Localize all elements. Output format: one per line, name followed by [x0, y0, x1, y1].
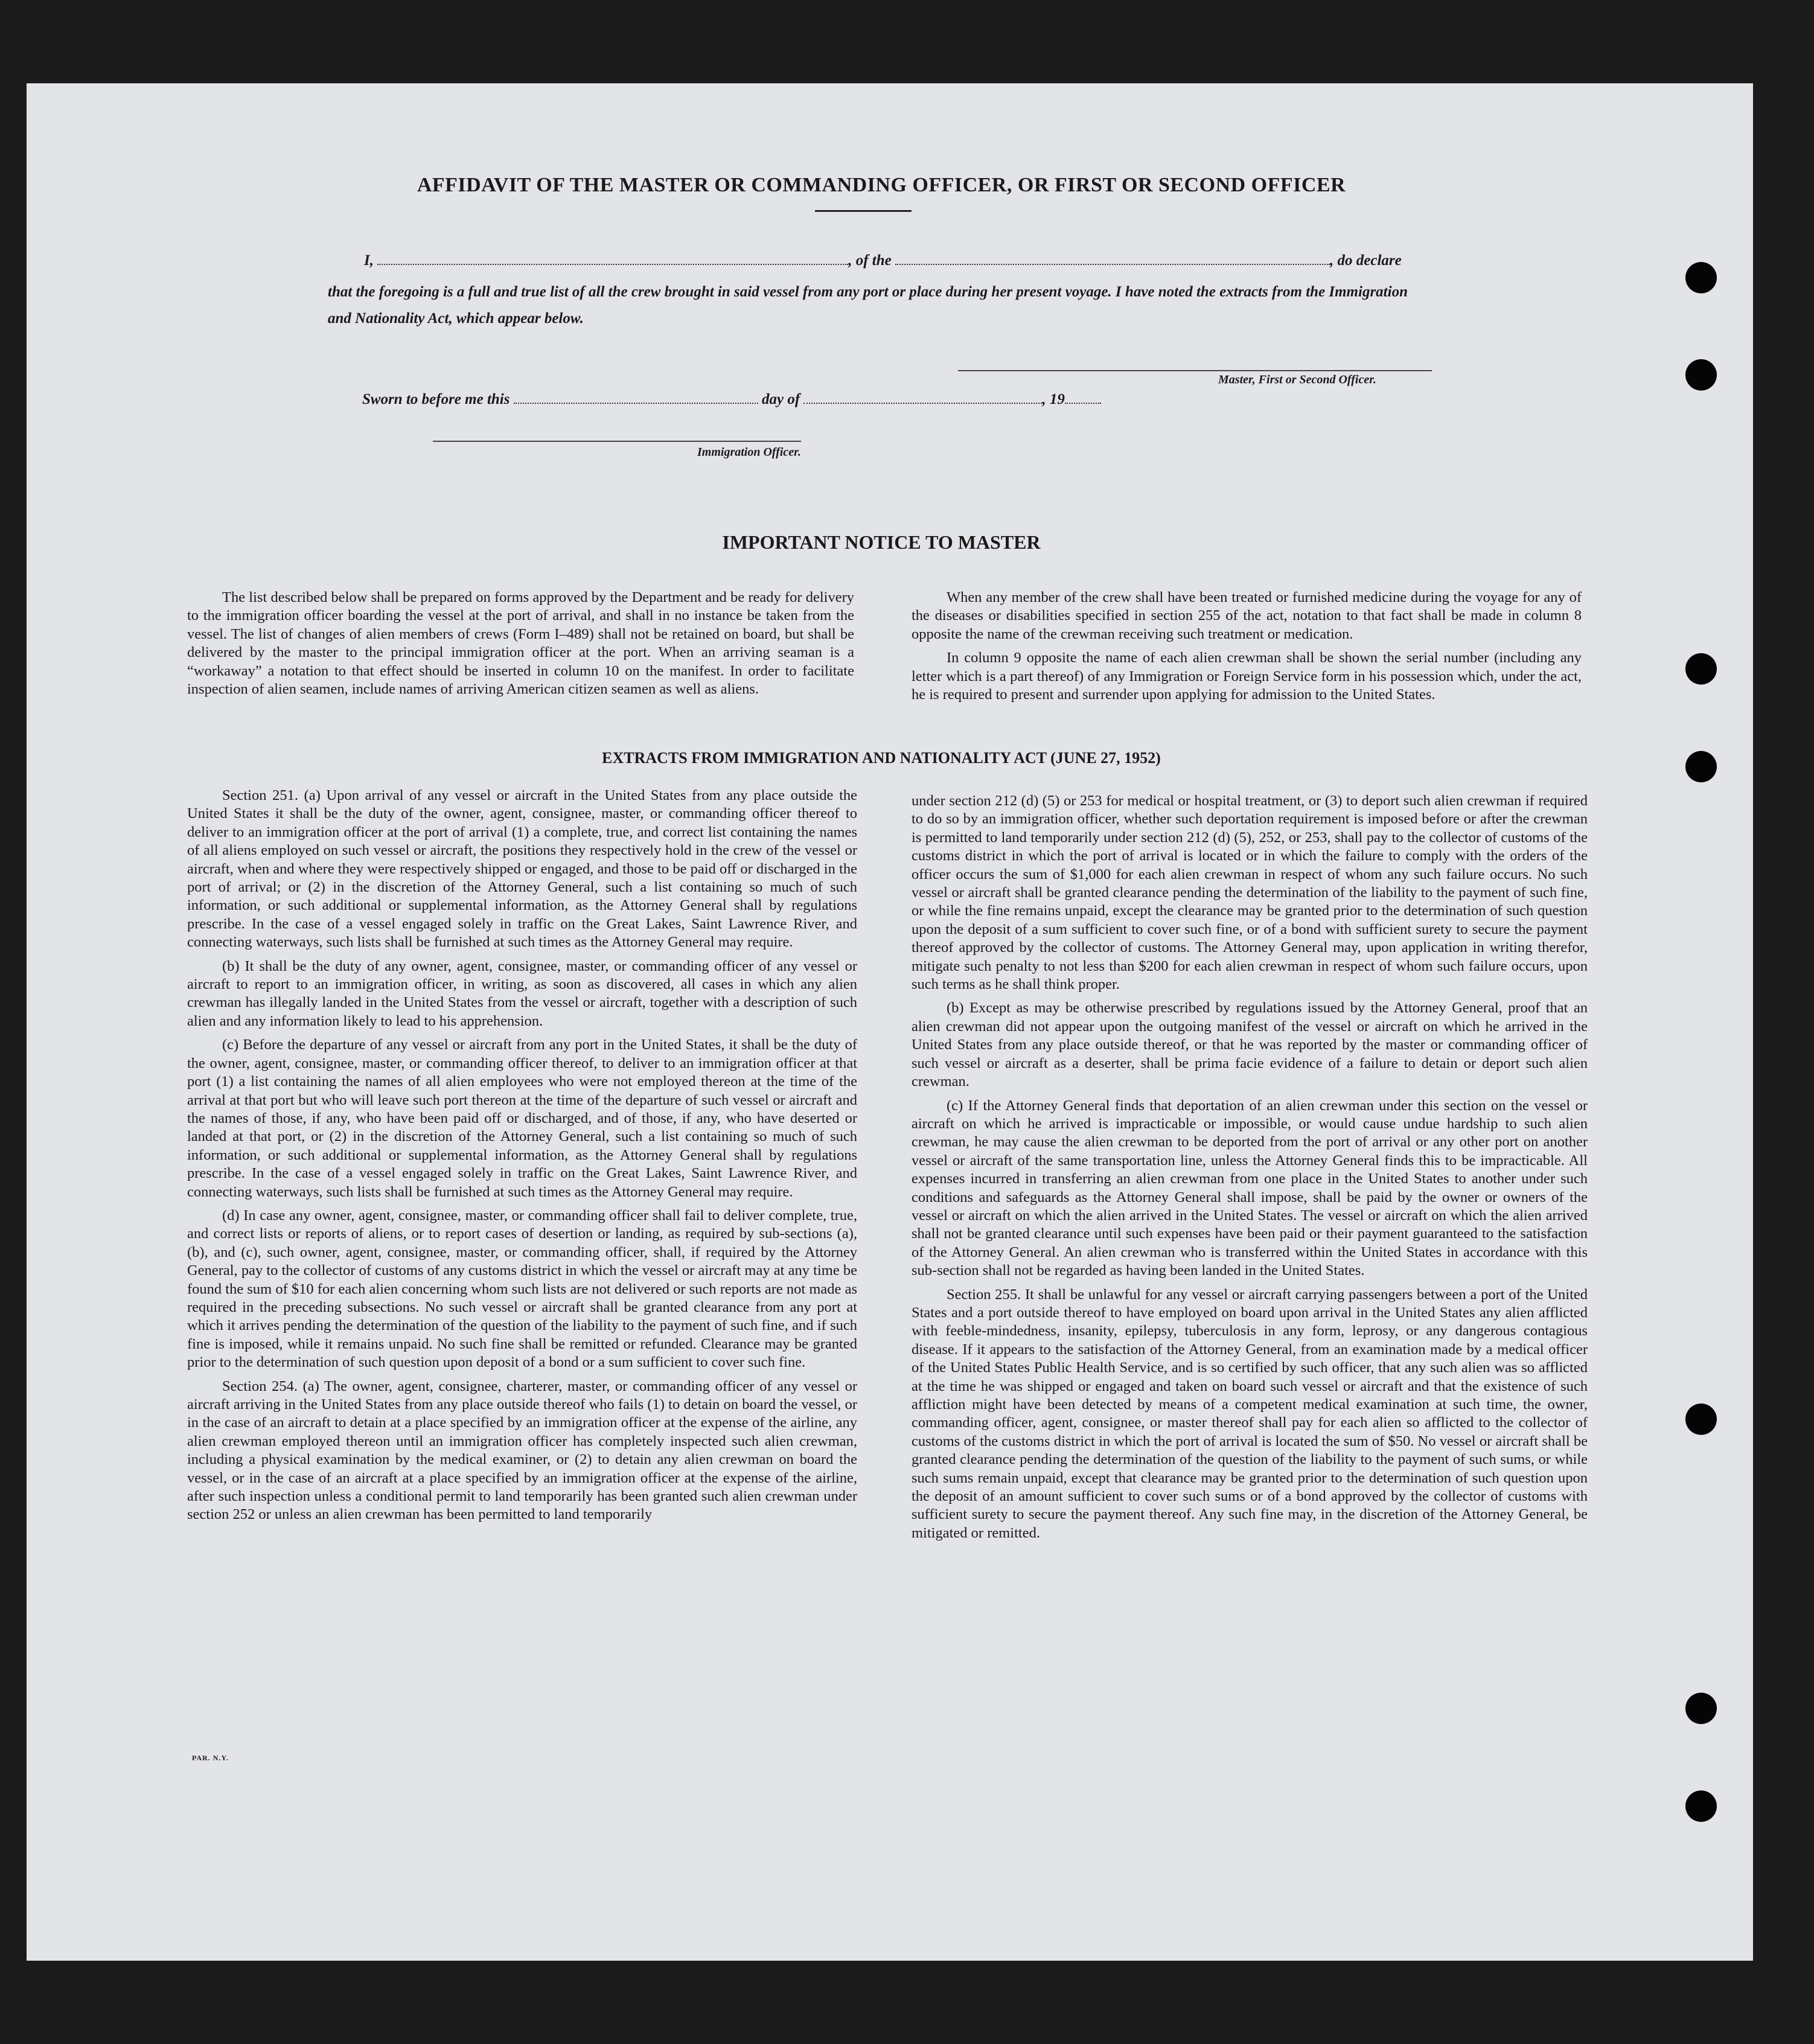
affidavit-title: AFFIDAVIT OF THE MASTER OR COMMANDING OFFICER, OR FIRST OR SECOND OFFICER — [417, 174, 1346, 196]
declare-do-declare-label: , do declare — [1330, 252, 1402, 269]
binder-hole — [1685, 359, 1717, 391]
notice-right-column — [912, 589, 1582, 709]
section-paragraph: Section 255. It shall be unlawful for any vessel or aircraft carrying passengers between a port of the United States and a port outside thereof to have employed on board upon arrival in the United States any alien afflicted with feeble-mindedness, insanity, epilepsy, tuberculosis in any form, leprosy, or any dangerous contagious disease. If it appears to the satisfaction of the Attorney General, from an examination made by a medical officer of the United States Public Health Service, and is so certified by such officer, that any such alien was so afflicted at the time he was shipped or engaged and taken on board such vessel or aircraft and that the existence of such affliction might have been detected by means of a competent medical examination at such time, the owner, commanding officer, agent, consignee, or master thereof shall pay for each alien so afflicted to the collector of customs of the customs district in which the port of arrival is located the sum of $50. No vessel or aircraft shall be granted clearance pending the determination of the question of the liability to the payment of such sums, or while such sums remain unpaid, except that clearance may be granted prior to the determination of such question upon the deposit of an amount sufficient to cover such sums or of a bond approved by the collector of customs with sufficient surety to secure the payment thereof. Any such fine may, in the discretion of the Attorney General, be mitigated or remitted. — [912, 1286, 1588, 1541]
year-prefix-label: , 19 — [1042, 391, 1065, 407]
printer-mark: PAR. N.Y. — [192, 1754, 229, 1762]
binder-hole — [1685, 1404, 1717, 1435]
extracts-title: EXTRACTS FROM IMMIGRATION AND NATIONALITY ACT (JUNE 27, 1952) — [602, 749, 1161, 767]
declare-of-the-label: , of the — [848, 252, 892, 269]
sworn-line — [362, 391, 1101, 408]
declaration-line — [364, 252, 1402, 269]
day-of-label: day of — [761, 391, 800, 407]
declare-i-label: I, — [364, 252, 374, 269]
extracts-right-column — [912, 792, 1588, 1548]
binder-hole — [1685, 653, 1717, 685]
notice-left-column — [187, 589, 854, 704]
section-paragraph: Section 251. (a) Upon arrival of any vessel or aircraft in the United States from any place outside the United States it shall be the duty of the owner, agent, consignee, master, or commanding officer thereof to deliver to an immigration officer at the port of arrival (1) a complete, true, and correct list containing the names of all aliens employed on such vessel or aircraft, the positions they respectively hold in the crew of the vessel or aircraft, when and where they were respectively shipped or engaged, and those to be paid off or discharged in the port of arrival; or (2) in the discretion of the Attorney General, such a list containing so much of such information, or such additional or supplemental information, as the Attorney General shall by regulations prescribe. In the case of a vessel engaged solely in traffic on the Great Lakes, Saint Lawrence River, and connecting waterways, such lists shall be furnished at such times as the Attorney General may require. — [187, 787, 857, 951]
sworn-label: Sworn to before me this — [362, 391, 510, 407]
extracts-left-column — [187, 787, 857, 1530]
section-paragraph: (d) In case any owner, agent, consignee, master, or commanding officer shall fail to deliver complete, true, and correct lists or reports of aliens, or to report cases of desertion or landing, as required by sub-sections (a), (b), and (c), such owner, agent, consignee, master, or commanding officer, shall, if required by the Attorney General, pay to the collector of customs of any customs district in which the vessel or aircraft may at any time be found the sum of $10 for each alien concerning whom such lists are not delivered or such reports are not made as required in the preceding subsections. No such vessel or aircraft shall be granted clearance from any port at which it arrives pending the determination of the question of the liability to the payment of such fine, and if such fine is imposed, while it remains unpaid. No such fine shall be remitted or refunded. Clearance may be granted prior to the determination of such question upon deposit of a bond or a sum sufficient to cover such fine. — [187, 1207, 857, 1371]
notice-paragraph: The list described below shall be prepared on forms approved by the Department and be ready for delivery to the immigration officer boarding the vessel at the port of arrival, and shall in no instance be taken from the vessel. The list of changes of alien members of crews (Form I–489) shall not be retained on board, but shall be delivered by the master to the principal immigration officer at the port. When an arriving seaman is a “workaway” a notation to that effect should be inserted in column 10 on the manifest. In order to facilitate inspection of alien seamen, include names of arriving American citizen seamen as well as aliens. — [187, 589, 854, 698]
vessel-field[interactable] — [895, 253, 1330, 265]
section-paragraph: under section 212 (d) (5) or 253 for medical or hospital treatment, or (3) to deport such alien crewman if required to do so by an immigration officer, whether such deportation requirement is imposed before or after the crewman is permitted to land temporarily under section 212 (d) (5), 252, or 253, shall pay to the collector of customs of the customs district in which the port of arrival is located or in which the failure to comply with the orders of the officer occurs the sum of $1,000 for each alien crewman in respect of whom any such failure occurs. No such vessel or aircraft shall be granted clearance pending the determination of the liability to the payment of such fine, or while the fine remains unpaid, except the clearance may be granted prior to the determination of such question upon the deposit of a sum sufficient to cover such fine, or of a bond with sufficient surety to secure the payment thereof approved by the collector of customs. The Attorney General may, upon application in writing therefor, mitigate such penalty to not less than $200 for each alien crewman in respect of whom such failure occurs, upon such terms as he shall think proper. — [912, 793, 1588, 993]
sworn-month-field[interactable] — [803, 392, 1042, 404]
section-paragraph: (c) Before the departure of any vessel or aircraft from any port in the United States, it shall be the duty of the owner, agent, consignee, master, or commanding officer thereof, to deliver to an immigration officer at that port (1) a list containing the names of all alien employees who were not employed thereon at the time of the arrival at that port but who will leave such port thereon at the time of the departure of such vessel or aircraft and the names of those, if any, who have been paid off or discharged, and of those, if any, who have deserted or landed at that port, or (2) in the discretion of the Attorney General, such a list containing so much of such information, or such additional or supplemental information, as the Attorney General shall by regulations prescribe. In the case of a vessel engaged solely in traffic on the Great Lakes, Saint Lawrence River, and connecting waterways, such lists shall be furnished at such times as the Attorney General may require. — [187, 1036, 857, 1200]
binder-hole — [1685, 1790, 1717, 1822]
officer-signature-line[interactable] — [433, 441, 801, 442]
section-paragraph: (b) Except as may be otherwise prescribed by regulations issued by the Attorney General, proof that an alien crewman did not appear upon the outgoing manifest of the vessel or aircraft on which he arrived in the United States from any place outside thereof, or that he was reported by the master or commanding officer of such vessel or aircraft as a deserter, shall be prima facie evidence of a failure to detain or deport such alien crewman. — [912, 1000, 1588, 1090]
notice-paragraph: When any member of the crew shall have been treated or furnished medicine during the voyage for any of the diseases or disabilities specified in section 255 of the act, notation to that fact shall be made in column 8 opposite the name of the crewman receiving such treatment or medication. — [912, 589, 1582, 642]
sworn-year-field[interactable] — [1065, 392, 1101, 404]
sworn-day-field[interactable] — [514, 392, 758, 404]
notice-title: IMPORTANT NOTICE TO MASTER — [722, 531, 1041, 553]
name-field[interactable] — [377, 253, 848, 265]
master-signature-line[interactable] — [958, 370, 1432, 371]
officer-signature-label: Immigration Officer. — [697, 446, 801, 459]
notice-paragraph: In column 9 opposite the name of each alien crewman shall be shown the serial number (including any letter which is a part thereof) of any Immigration or Foreign Service form in his possession which, under the act, he is required to present and surrender upon applying for admission to the United States. — [912, 650, 1582, 703]
section-paragraph: (b) It shall be the duty of any owner, agent, consignee, master, or commanding officer of any vessel or aircraft to report to an immigration officer, in writing, as soon as discovered, all cases in which any alien crewman has illegally landed in the United States from the vessel or aircraft, together with a description of such alien and any information likely to lead to his apprehension. — [187, 957, 857, 1029]
title-underline — [815, 210, 912, 212]
affidavit-statement: that the foregoing is a full and true list of all the crew brought in said vessel from any port or place during her present voyage. I have noted the extracts from the Immigration and Nationality Act, which appear below. — [328, 284, 1408, 327]
master-signature-label: Master, First or Second Officer. — [1218, 373, 1376, 386]
section-paragraph: (c) If the Attorney General finds that deportation of an alien crewman under this section on the vessel or aircraft on which he arrived is impracticable or impossible, or would cause undue hardship to such alien crewman, he may cause the alien crewman to be deported from the port of arrival or any other port on another vessel or aircraft of the same transportation line, unless the Attorney General finds this to be impracticable. All expenses incurred in transferring an alien crewman from one place in the United States to another under such conditions and safeguards as the Attorney General shall impose, shall be paid by the owner or owners of the vessel or aircraft on which the alien arrived in the United States. The vessel or aircraft on which the alien arrived shall not be granted clearance until such expenses have been paid or their payment guaranteed to the satisfaction of the Attorney General. An alien crewman who is transferred within the United States in accordance with this sub-section shall not be regarded as having been landed in the United States. — [912, 1097, 1588, 1279]
binder-hole — [1685, 1693, 1717, 1724]
section-paragraph: Section 254. (a) The owner, agent, consignee, charterer, master, or commanding officer of any vessel or aircraft arriving in the United States from any place outside thereof who fails (1) to detain on board the vessel, or in the case of an aircraft to detain at a place specified by an immigration officer at the expense of the airline, any alien crewman employed thereon until an immigration officer has completely inspected such alien crewman, including a physical examination by the medical examiner, or (2) to detain any alien crewman on board the vessel, or in the case of an aircraft at a place specified by an immigration officer at the expense of the airline, after such inspection unless a conditional permit to land temporarily has been granted such alien crewman under section 252 or unless an alien crewman has been permitted to land temporarily — [187, 1378, 857, 1523]
binder-hole — [1685, 262, 1717, 293]
